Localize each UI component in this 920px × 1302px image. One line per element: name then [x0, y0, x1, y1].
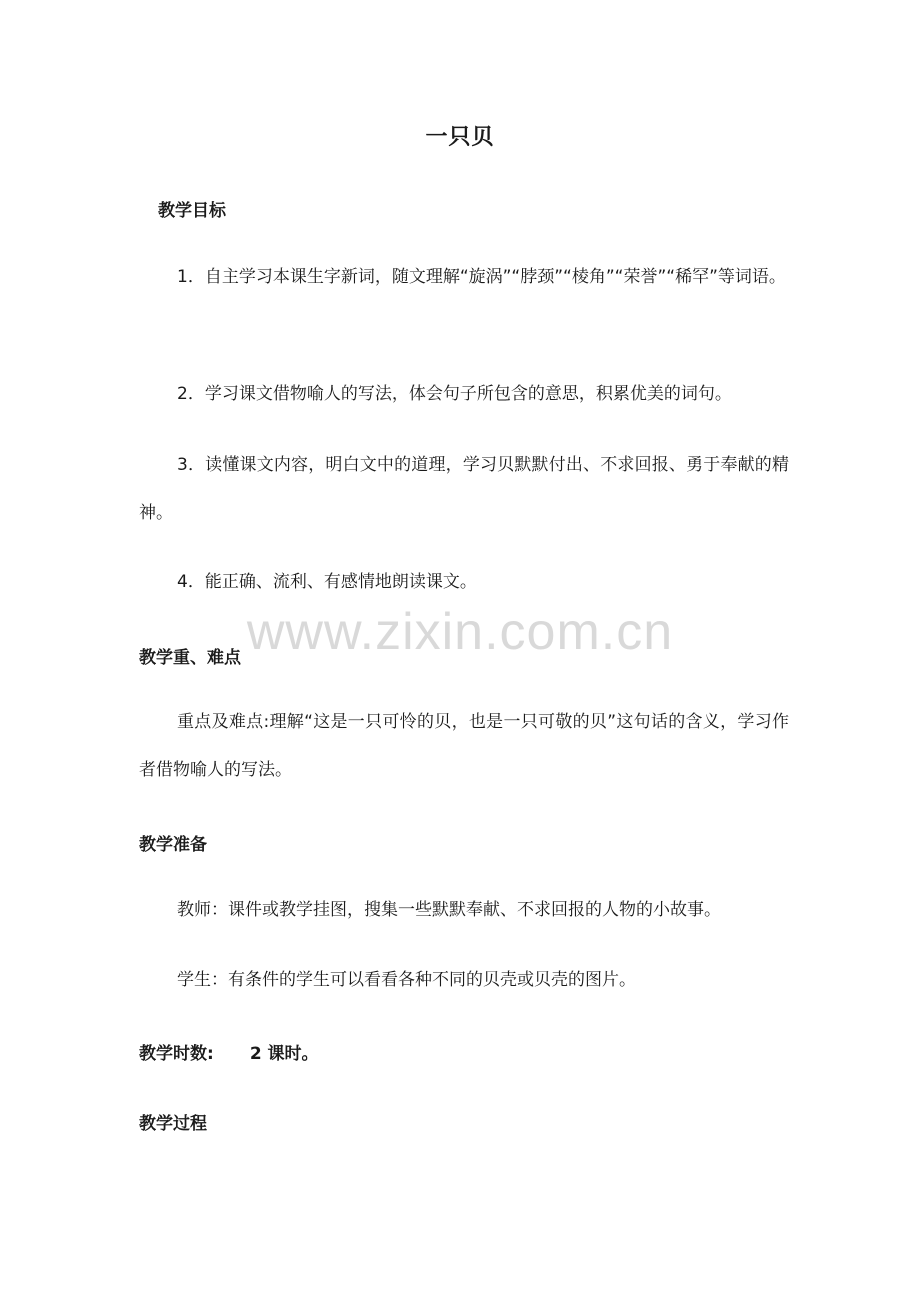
preparation-student: 学生：有条件的学生可以看看各种不同的贝壳或贝壳的图片。 [177, 970, 636, 990]
objective-item-2: 2．学习课文借物喻人的写法，体会句子所包含的意思，积累优美的词句。 [177, 384, 732, 404]
document-title: 一只贝 [425, 125, 495, 150]
teaching-hours [139, 1039, 319, 1064]
teaching-hours-label: 教学时数: [139, 1044, 214, 1064]
preparation-teacher: 教师：课件或教学挂图，搜集一些默默奉献、不求回报的人物的小故事。 [177, 900, 721, 920]
objectives-heading: 教学目标 [158, 201, 226, 221]
teaching-hours-value: 2 课时。 [249, 1044, 319, 1064]
objective-item-3: 3．读懂课文内容，明白文中的道理，学习贝默默付出、不求回报、勇于奉献的精神。 [139, 455, 789, 523]
objective-item-1: 1．自主学习本课生字新词，随文理解“旋涡”“脖颈”“棱角”“荣誉”“稀罕”等词语。 [177, 267, 786, 287]
process-heading: 教学过程 [139, 1114, 207, 1134]
objective-item-4: 4．能正确、流利、有感情地朗读课文。 [177, 572, 477, 592]
preparation-heading: 教学准备 [139, 835, 207, 855]
key-points-text: 重点及难点:理解“这是一只可怜的贝，也是一只可敬的贝”这句话的含义，学习作者借物喻人的写法。 [139, 712, 789, 780]
watermark: www.zixin.com.cn [246, 603, 674, 661]
key-points-heading: 教学重、难点 [139, 648, 241, 668]
